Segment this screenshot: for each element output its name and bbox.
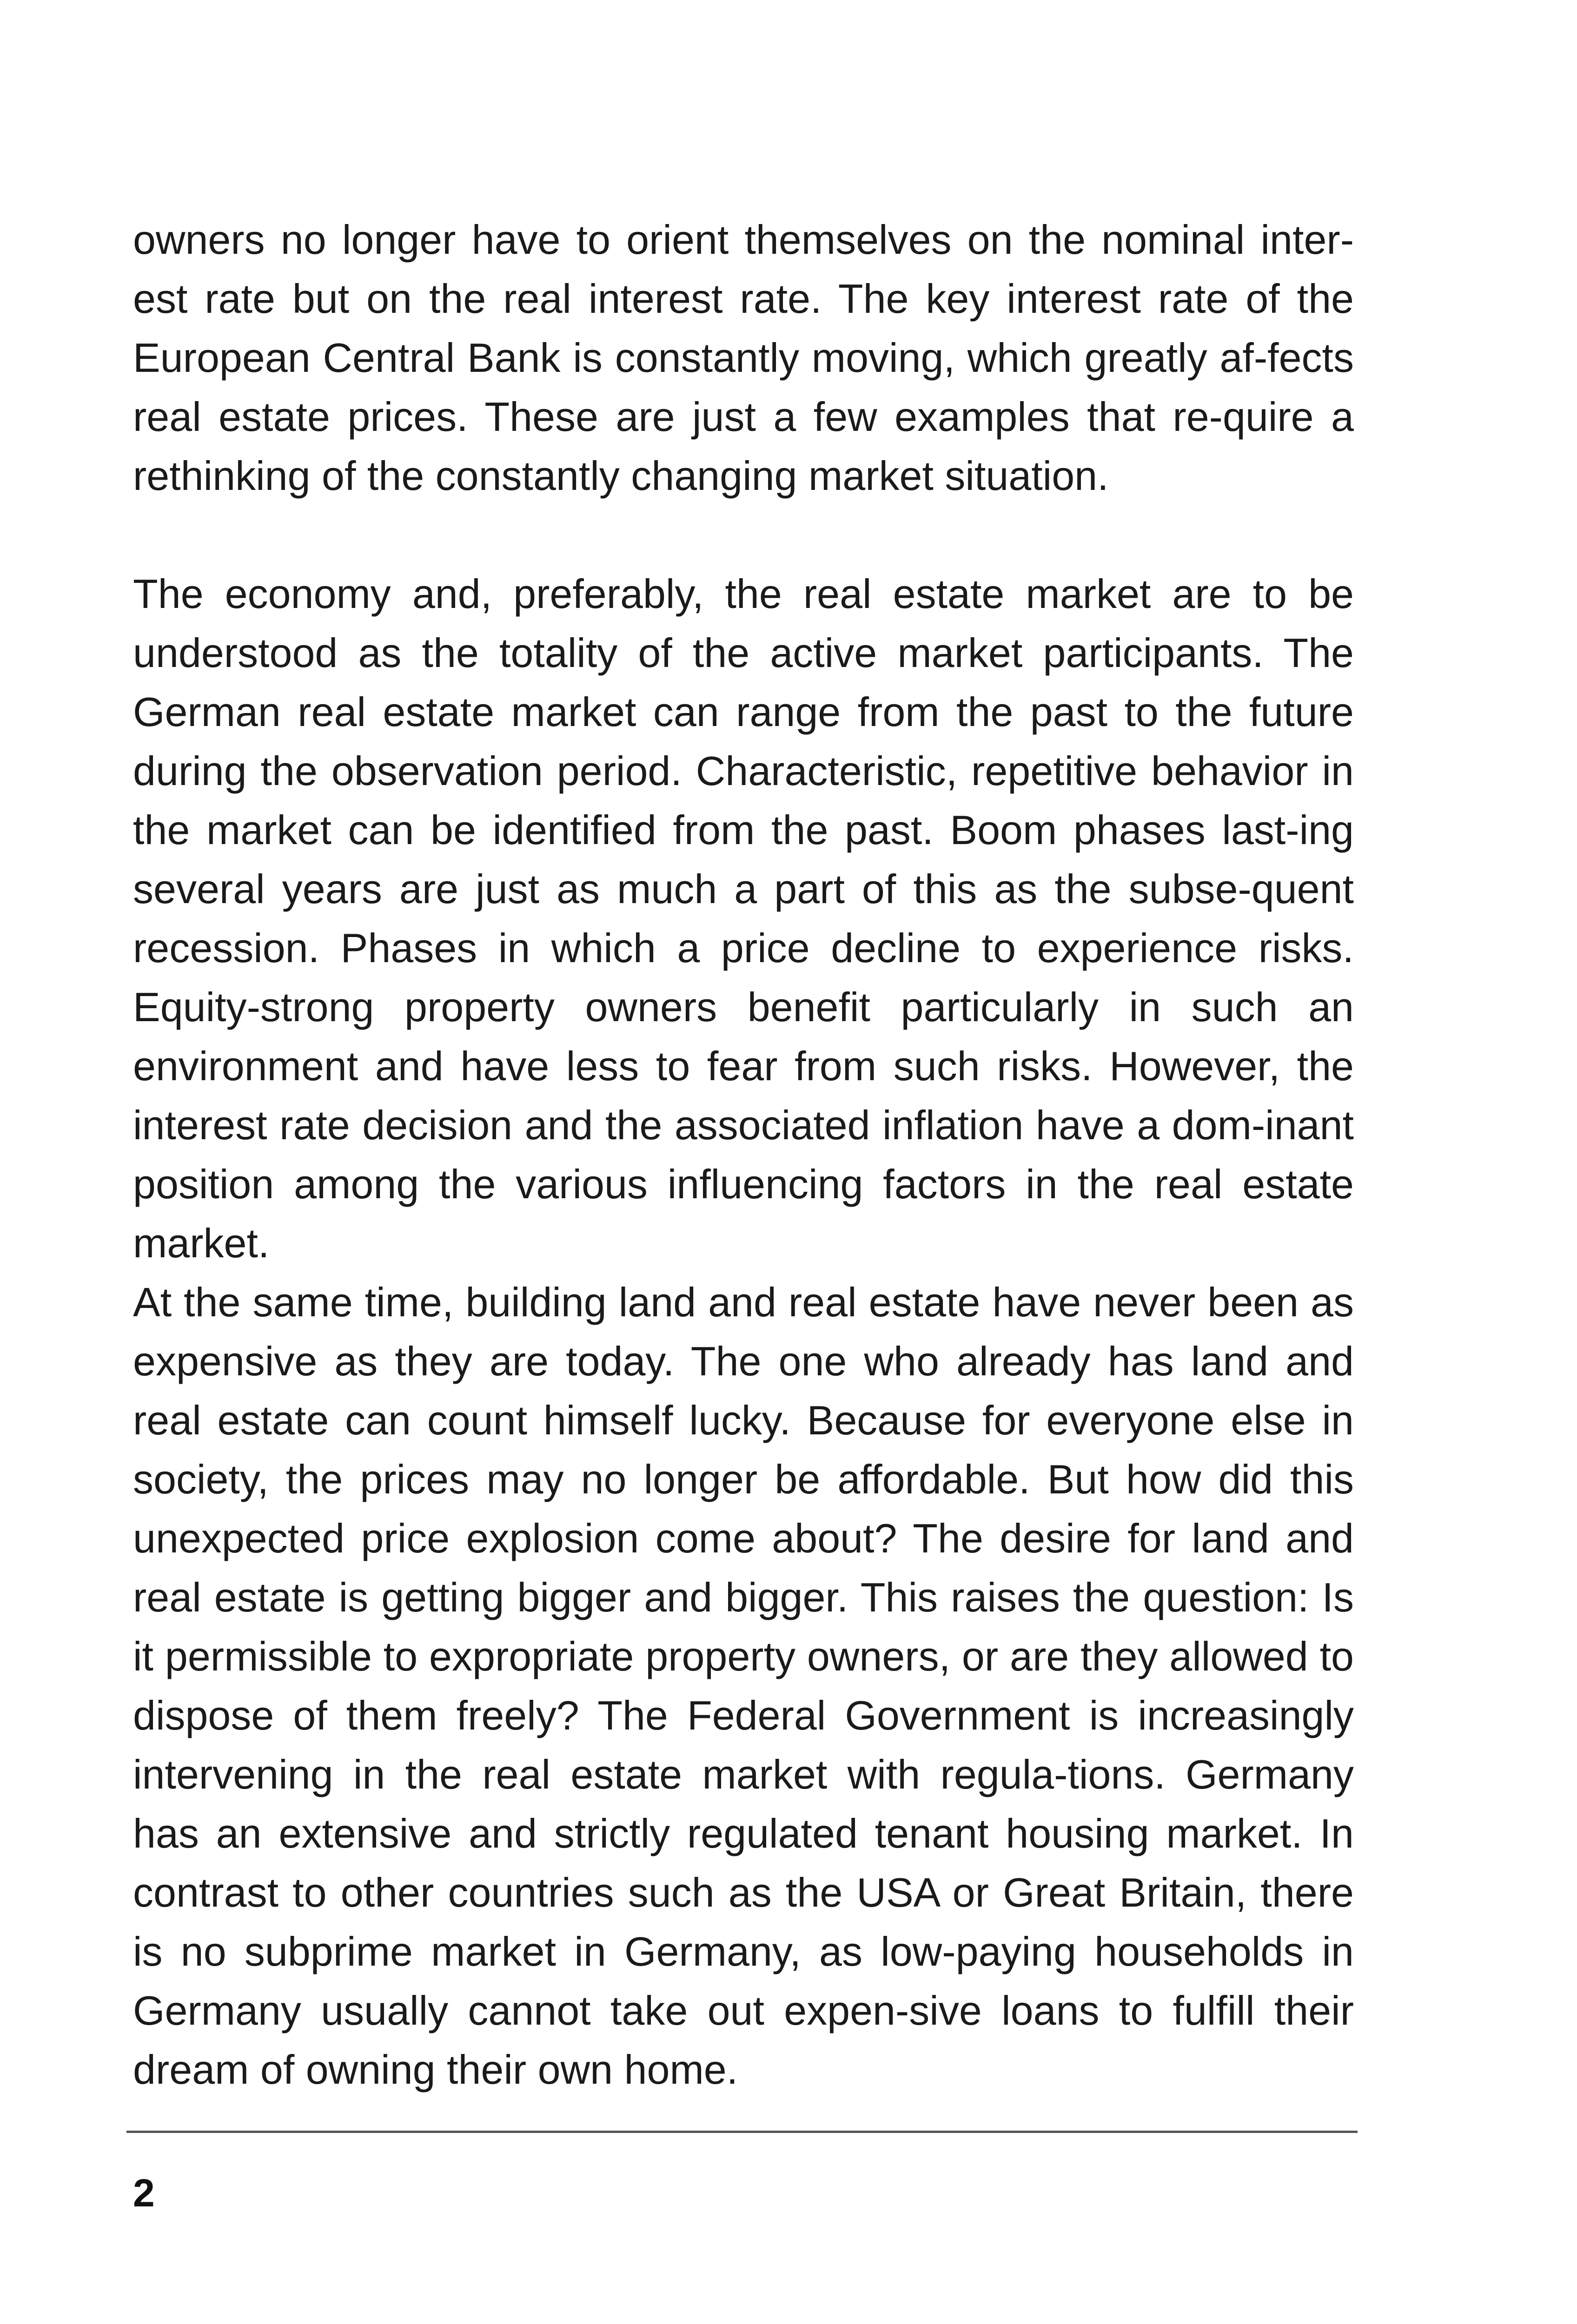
page-number: 2 — [133, 2171, 155, 2215]
body-paragraph: owners no longer have to orient themselves on the nominal inter-est rate but on the real interest rate. The key interest rate of the European Central Bank is constantly moving, which greatly af-fects real estate prices. These are just a few examples that re-quire a rethinking of the constantly changing market situation. — [133, 217, 1354, 499]
body-paragraph: At the same time, building land and real estate have never been as expensive as they are today. The one who already has land and real estate can count himself lucky. Because for everyone else in society, the prices may no longer be affordable. But how did this unexpected price explosion come about? The desire for land and real estate is getting bigger and bigger. This raises the question: Is it permissible to expropriate property owners, or are they allowed to dispose of them freely? The Federal Government is increasingly intervening in the real estate market with regula-tions. Germany has an extensive and strictly regulated tenant housing market. In contrast to other countries such as the USA or Great Britain, there is no subprime market in Germany, as low-paying households in Germany usually cannot take out expen-sive loans to fulfill their dream of owning their own home. — [133, 1279, 1354, 2093]
footer-divider — [126, 2131, 1358, 2133]
body-paragraph: The economy and, preferably, the real estate market are to be understood as the totality of the active market participants. The German real estate market can range from the past to the future during the observation period. Characteristic, repetitive behavior in the market can be identified from the past. Boom phases last-ing several years are just as much a part of this as the subse-quent recession. Phases in which a price decline to experience risks. Equity-strong property owners benefit particularly in such an environment and have less to fear from such risks. However, the interest rate decision and the associated inflation have a dom-inant position among the various influencing factors in the real estate market. — [133, 571, 1354, 1266]
